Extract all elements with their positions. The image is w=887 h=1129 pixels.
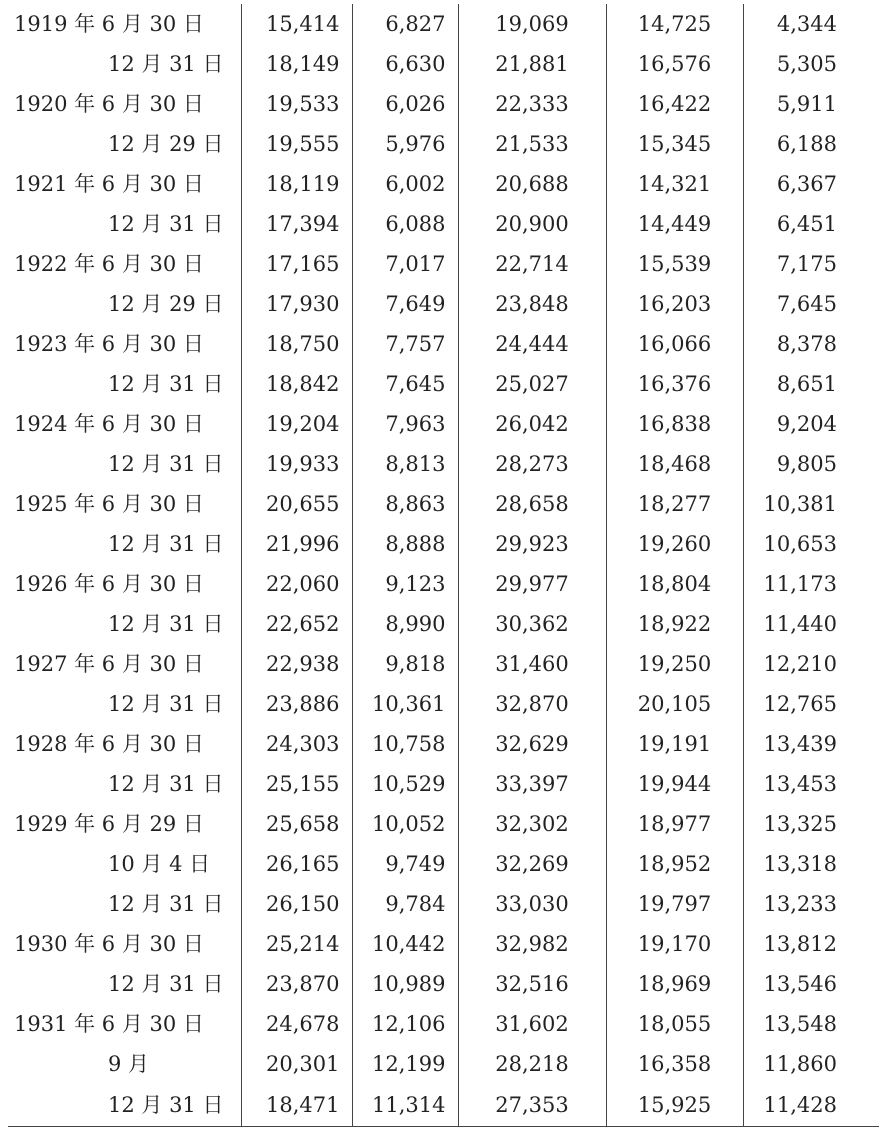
- value-cell-col-5: 6,367: [743, 164, 879, 204]
- value-cell-col-1: 18,750: [241, 324, 352, 364]
- value-cell-col-4: 18,277: [606, 484, 743, 524]
- value-cell-col-3: 19,069: [458, 4, 606, 44]
- value-cell-col-1: 25,155: [241, 764, 352, 804]
- value-cell-col-2: 10,989: [352, 964, 458, 1004]
- value-cell-col-2: 12,199: [352, 1044, 458, 1084]
- row-date-cell: 12 月 31 日: [108, 972, 224, 996]
- value-cell-col-5: 5,305: [743, 44, 879, 84]
- value-cell-col-4: 18,952: [606, 844, 743, 884]
- value-cell-col-3: 24,444: [458, 324, 606, 364]
- value-cell-col-2: 10,052: [352, 804, 458, 844]
- value-cell-col-4: 19,170: [606, 924, 743, 964]
- table-body: [8, 4, 879, 1126]
- value-cell-col-1: 25,658: [241, 804, 352, 844]
- table-row: [8, 444, 879, 484]
- value-cell-col-4: 14,449: [606, 204, 743, 244]
- row-date-cell: 12 月 29 日: [108, 292, 224, 316]
- table-row: [8, 684, 879, 724]
- row-date-cell: 12 月 31 日: [108, 212, 224, 236]
- value-cell-col-3: 26,042: [458, 404, 606, 444]
- value-cell-col-5: 13,546: [743, 964, 879, 1004]
- table-row: [8, 1044, 879, 1084]
- row-date-cell: 1926 年 6 月 30 日: [14, 572, 204, 596]
- value-cell-col-3: 28,218: [458, 1044, 606, 1084]
- value-cell-col-2: 7,757: [352, 324, 458, 364]
- table-row: [8, 4, 879, 44]
- value-cell-col-4: 14,321: [606, 164, 743, 204]
- value-cell-col-2: 9,749: [352, 844, 458, 884]
- value-cell-col-3: 30,362: [458, 604, 606, 644]
- value-cell-col-5: 8,378: [743, 324, 879, 364]
- value-cell-col-1: 23,886: [241, 684, 352, 724]
- value-cell-col-2: 6,088: [352, 204, 458, 244]
- value-cell-col-5: 12,765: [743, 684, 879, 724]
- value-cell-col-3: 32,516: [458, 964, 606, 1004]
- value-cell-col-4: 18,977: [606, 804, 743, 844]
- value-cell-col-5: 12,210: [743, 644, 879, 684]
- row-date-cell: 12 月 29 日: [108, 132, 224, 156]
- value-cell-col-4: 15,539: [606, 244, 743, 284]
- value-cell-col-1: 18,842: [241, 364, 352, 404]
- value-cell-col-3: 28,273: [458, 444, 606, 484]
- value-cell-col-5: 9,204: [743, 404, 879, 444]
- value-cell-col-3: 29,923: [458, 524, 606, 564]
- table-row: [8, 244, 879, 284]
- value-cell-col-4: 19,944: [606, 764, 743, 804]
- row-date-cell: 1931 年 6 月 30 日: [14, 1012, 204, 1036]
- value-cell-col-3: 29,977: [458, 564, 606, 604]
- table-row: [8, 644, 879, 684]
- row-date-cell: 1920 年 6 月 30 日: [14, 92, 204, 116]
- value-cell-col-2: 9,818: [352, 644, 458, 684]
- value-cell-col-1: 26,165: [241, 844, 352, 884]
- value-cell-col-4: 15,925: [606, 1084, 743, 1126]
- value-cell-col-2: 10,529: [352, 764, 458, 804]
- table-row: [8, 164, 879, 204]
- value-cell-col-4: 18,804: [606, 564, 743, 604]
- table-row: [8, 964, 879, 1004]
- value-cell-col-2: 6,630: [352, 44, 458, 84]
- value-cell-col-4: 16,358: [606, 1044, 743, 1084]
- value-cell-col-3: 32,629: [458, 724, 606, 764]
- row-date-cell: 12 月 31 日: [108, 372, 224, 396]
- value-cell-col-2: 10,442: [352, 924, 458, 964]
- table-row: [8, 44, 879, 84]
- value-cell-col-1: 19,204: [241, 404, 352, 444]
- value-cell-col-5: 7,175: [743, 244, 879, 284]
- value-cell-col-2: 5,976: [352, 124, 458, 164]
- value-cell-col-5: 11,428: [743, 1084, 879, 1126]
- table-row: [8, 484, 879, 524]
- row-date-cell: 12 月 31 日: [108, 52, 224, 76]
- value-cell-col-3: 20,688: [458, 164, 606, 204]
- value-cell-col-4: 15,345: [606, 124, 743, 164]
- value-cell-col-3: 22,333: [458, 84, 606, 124]
- value-cell-col-2: 7,017: [352, 244, 458, 284]
- table-row: [8, 1004, 879, 1044]
- value-cell-col-1: 19,533: [241, 84, 352, 124]
- table-row: [8, 524, 879, 564]
- value-cell-col-2: 7,963: [352, 404, 458, 444]
- value-cell-col-2: 10,758: [352, 724, 458, 764]
- value-cell-col-4: 18,922: [606, 604, 743, 644]
- value-cell-col-3: 20,900: [458, 204, 606, 244]
- table-row: [8, 924, 879, 964]
- value-cell-col-1: 18,119: [241, 164, 352, 204]
- value-cell-col-1: 17,165: [241, 244, 352, 284]
- row-date-cell: 1925 年 6 月 30 日: [14, 492, 204, 516]
- row-date-cell: 9 月: [108, 1052, 150, 1076]
- value-cell-col-3: 27,353: [458, 1084, 606, 1126]
- value-cell-col-3: 32,870: [458, 684, 606, 724]
- row-date-cell: 1921 年 6 月 30 日: [14, 172, 204, 196]
- value-cell-col-1: 24,303: [241, 724, 352, 764]
- value-cell-col-2: 8,813: [352, 444, 458, 484]
- value-cell-col-5: 13,812: [743, 924, 879, 964]
- table-row: [8, 204, 879, 244]
- value-cell-col-4: 20,105: [606, 684, 743, 724]
- value-cell-col-1: 19,555: [241, 124, 352, 164]
- value-cell-col-5: 11,440: [743, 604, 879, 644]
- table-row: [8, 804, 879, 844]
- value-cell-col-5: 8,651: [743, 364, 879, 404]
- table-row: [8, 284, 879, 324]
- value-cell-col-4: 16,838: [606, 404, 743, 444]
- table-row: [8, 764, 879, 804]
- row-date-cell: 12 月 31 日: [108, 452, 224, 476]
- value-cell-col-5: 13,325: [743, 804, 879, 844]
- value-cell-col-5: 10,653: [743, 524, 879, 564]
- value-cell-col-4: 14,725: [606, 4, 743, 44]
- value-cell-col-1: 26,150: [241, 884, 352, 924]
- value-cell-col-4: 16,576: [606, 44, 743, 84]
- table-row: [8, 124, 879, 164]
- value-cell-col-5: 13,548: [743, 1004, 879, 1044]
- data-table: [8, 4, 879, 1126]
- value-cell-col-3: 32,269: [458, 844, 606, 884]
- value-cell-col-5: 7,645: [743, 284, 879, 324]
- value-cell-col-1: 22,652: [241, 604, 352, 644]
- value-cell-col-5: 10,381: [743, 484, 879, 524]
- value-cell-col-3: 32,302: [458, 804, 606, 844]
- value-cell-col-1: 19,933: [241, 444, 352, 484]
- value-cell-col-4: 19,250: [606, 644, 743, 684]
- value-cell-col-3: 28,658: [458, 484, 606, 524]
- row-date-cell: 1928 年 6 月 30 日: [14, 732, 204, 756]
- value-cell-col-1: 15,414: [241, 4, 352, 44]
- value-cell-col-5: 9,805: [743, 444, 879, 484]
- row-date-cell: 12 月 31 日: [108, 692, 224, 716]
- value-cell-col-4: 16,376: [606, 364, 743, 404]
- value-cell-col-3: 31,460: [458, 644, 606, 684]
- value-cell-col-2: 9,123: [352, 564, 458, 604]
- value-cell-col-1: 18,471: [241, 1084, 352, 1126]
- table-row: [8, 884, 879, 924]
- value-cell-col-4: 19,191: [606, 724, 743, 764]
- value-cell-col-2: 11,314: [352, 1084, 458, 1126]
- table-row: [8, 324, 879, 364]
- value-cell-col-3: 31,602: [458, 1004, 606, 1044]
- value-cell-col-2: 8,888: [352, 524, 458, 564]
- value-cell-col-2: 6,002: [352, 164, 458, 204]
- value-cell-col-1: 20,301: [241, 1044, 352, 1084]
- value-cell-col-2: 10,361: [352, 684, 458, 724]
- row-date-cell: 1927 年 6 月 30 日: [14, 652, 204, 676]
- table-row: [8, 84, 879, 124]
- value-cell-col-3: 25,027: [458, 364, 606, 404]
- value-cell-col-2: 8,863: [352, 484, 458, 524]
- row-date-cell: 1922 年 6 月 30 日: [14, 252, 204, 276]
- value-cell-col-3: 22,714: [458, 244, 606, 284]
- value-cell-col-1: 23,870: [241, 964, 352, 1004]
- row-date-cell: 1929 年 6 月 29 日: [14, 812, 204, 836]
- value-cell-col-2: 6,026: [352, 84, 458, 124]
- value-cell-col-5: 6,188: [743, 124, 879, 164]
- row-date-cell: 1924 年 6 月 30 日: [14, 412, 204, 436]
- value-cell-col-2: 6,827: [352, 4, 458, 44]
- row-date-cell: 1930 年 6 月 30 日: [14, 932, 204, 956]
- table-row: [8, 364, 879, 404]
- value-cell-col-1: 17,394: [241, 204, 352, 244]
- row-date-cell: 1923 年 6 月 30 日: [14, 332, 204, 356]
- value-cell-col-5: 5,911: [743, 84, 879, 124]
- value-cell-col-4: 16,203: [606, 284, 743, 324]
- table-row: [8, 1084, 879, 1126]
- table-row: [8, 604, 879, 644]
- value-cell-col-5: 13,233: [743, 884, 879, 924]
- value-cell-col-5: 13,439: [743, 724, 879, 764]
- value-cell-col-1: 18,149: [241, 44, 352, 84]
- row-date-cell: 1919 年 6 月 30 日: [14, 12, 204, 36]
- value-cell-col-4: 16,066: [606, 324, 743, 364]
- row-date-cell: 12 月 31 日: [108, 1093, 224, 1117]
- value-cell-col-2: 12,106: [352, 1004, 458, 1044]
- value-cell-col-3: 21,533: [458, 124, 606, 164]
- value-cell-col-4: 19,260: [606, 524, 743, 564]
- value-cell-col-2: 8,990: [352, 604, 458, 644]
- value-cell-col-5: 4,344: [743, 4, 879, 44]
- value-cell-col-5: 13,318: [743, 844, 879, 884]
- value-cell-col-3: 33,397: [458, 764, 606, 804]
- value-cell-col-1: 17,930: [241, 284, 352, 324]
- value-cell-col-5: 13,453: [743, 764, 879, 804]
- row-date-cell: 12 月 31 日: [108, 892, 224, 916]
- value-cell-col-4: 19,797: [606, 884, 743, 924]
- value-cell-col-3: 32,982: [458, 924, 606, 964]
- row-date-cell: 12 月 31 日: [108, 772, 224, 796]
- value-cell-col-5: 11,173: [743, 564, 879, 604]
- row-date-cell: 12 月 31 日: [108, 532, 224, 556]
- value-cell-col-3: 23,848: [458, 284, 606, 324]
- value-cell-col-1: 21,996: [241, 524, 352, 564]
- value-cell-col-2: 7,645: [352, 364, 458, 404]
- value-cell-col-5: 6,451: [743, 204, 879, 244]
- value-cell-col-1: 22,060: [241, 564, 352, 604]
- value-cell-col-4: 18,969: [606, 964, 743, 1004]
- value-cell-col-1: 24,678: [241, 1004, 352, 1044]
- value-cell-col-1: 20,655: [241, 484, 352, 524]
- table-row: [8, 404, 879, 444]
- table-row: [8, 564, 879, 604]
- table-row: [8, 844, 879, 884]
- value-cell-col-4: 18,055: [606, 1004, 743, 1044]
- value-cell-col-2: 7,649: [352, 284, 458, 324]
- value-cell-col-1: 22,938: [241, 644, 352, 684]
- table-row: [8, 724, 879, 764]
- data-table-container: [8, 4, 879, 1127]
- value-cell-col-3: 33,030: [458, 884, 606, 924]
- table-bottom-rule: [8, 1126, 879, 1127]
- value-cell-col-2: 9,784: [352, 884, 458, 924]
- value-cell-col-4: 16,422: [606, 84, 743, 124]
- value-cell-col-5: 11,860: [743, 1044, 879, 1084]
- row-date-cell: 10 月 4 日: [108, 852, 211, 876]
- value-cell-col-3: 21,881: [458, 44, 606, 84]
- row-date-cell: 12 月 31 日: [108, 612, 224, 636]
- value-cell-col-1: 25,214: [241, 924, 352, 964]
- value-cell-col-4: 18,468: [606, 444, 743, 484]
